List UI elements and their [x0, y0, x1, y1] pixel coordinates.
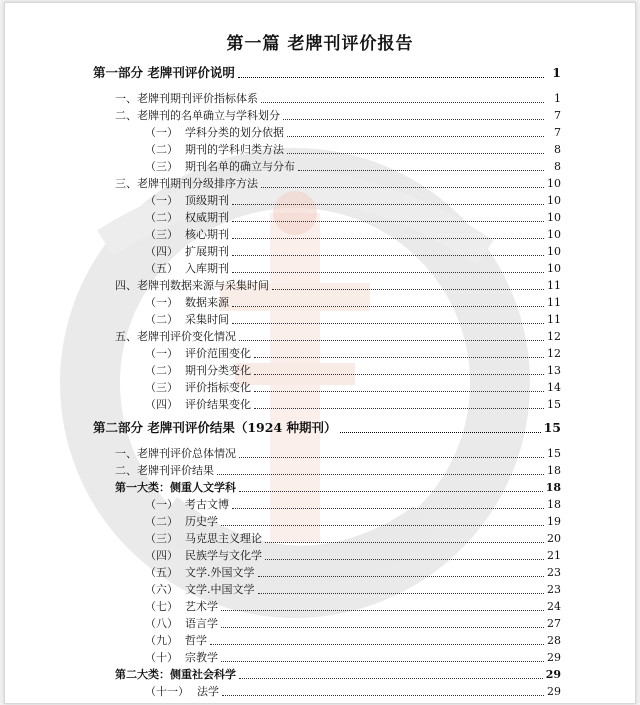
toc-text: 宗教学 [185, 651, 218, 664]
toc-text: 期刊名单的确立与分布 [185, 160, 295, 173]
toc-page-number: 10 [547, 228, 561, 241]
toc-number: （五） [145, 262, 178, 275]
toc-text: 语言学 [185, 617, 218, 630]
toc-number: （七） [145, 600, 178, 613]
toc-entry[interactable] [145, 362, 561, 379]
toc-page-number: 8 [554, 160, 561, 173]
toc-number: （二） [145, 364, 178, 377]
toc-entry[interactable] [145, 632, 561, 649]
toc-page-number: 11 [547, 279, 561, 292]
toc-number: （二） [145, 143, 178, 156]
toc-leader [254, 407, 544, 409]
toc-page-number: 15 [547, 398, 561, 411]
toc-text: 艺术学 [185, 600, 218, 613]
toc-leader [287, 135, 544, 137]
toc-page-number: 24 [547, 600, 561, 613]
toc-page-number: 23 [547, 566, 561, 579]
toc-page-number: 14 [547, 381, 561, 394]
toc-page-number: 18 [547, 464, 561, 477]
toc-text: 权威期刊 [185, 211, 229, 224]
toc-page-number: 7 [554, 109, 561, 122]
toc-page-number: 7 [554, 126, 561, 139]
toc-number: （三） [145, 228, 178, 241]
toc-leader [239, 490, 543, 492]
toc-entry[interactable] [145, 547, 561, 564]
toc-text: 评价指标变化 [185, 381, 251, 394]
toc-entry[interactable] [145, 396, 561, 413]
toc-entry[interactable] [145, 496, 561, 513]
toc-entry[interactable] [145, 294, 561, 311]
toc-number: （一） [145, 194, 178, 207]
toc-leader [232, 220, 544, 222]
toc-text: 扩展期刊 [185, 245, 229, 258]
toc-text: 三、老牌刊期刊分级排序方法 [115, 177, 258, 190]
toc-page-number: 8 [554, 143, 561, 156]
toc-number: （六） [145, 583, 178, 596]
toc-leader [340, 431, 541, 433]
toc-leader [232, 254, 544, 256]
toc-category[interactable] [115, 479, 561, 496]
toc-page-number: 15 [543, 420, 561, 435]
toc-entry[interactable] [145, 226, 561, 243]
toc-page-number: 1 [554, 92, 561, 105]
toc-number: （二） [145, 313, 178, 326]
toc-entry[interactable] [145, 158, 561, 175]
toc-entry[interactable] [115, 107, 561, 124]
toc-leader [232, 507, 544, 509]
toc-text: 一、老牌刊评价总体情况 [115, 447, 236, 460]
toc-number: （一） [145, 498, 178, 511]
toc-number: （一） [145, 126, 178, 139]
toc-leader [222, 694, 544, 696]
toc-entry[interactable] [145, 649, 561, 666]
toc-leader [238, 76, 544, 78]
toc-entry[interactable] [115, 90, 561, 107]
toc-text: 顶级期刊 [185, 194, 229, 207]
toc-number: （三） [145, 160, 178, 173]
toc-text: 评价结果变化 [185, 398, 251, 411]
toc-text: 核心期刊 [185, 228, 229, 241]
toc-text: 马克思主义理论 [185, 532, 262, 545]
toc-number: （八） [145, 617, 178, 630]
toc-leader [221, 660, 544, 662]
toc-number: （一） [145, 296, 178, 309]
document-page [4, 2, 636, 704]
toc-entry[interactable] [145, 379, 561, 396]
toc-text: 民族学与文化学 [185, 549, 262, 562]
toc-text: 哲学 [185, 634, 207, 647]
toc-leader [232, 271, 544, 273]
toc-entry[interactable] [115, 328, 561, 345]
toc-number: （二） [145, 211, 178, 224]
toc-page-number: 12 [547, 330, 561, 343]
toc-leader [232, 203, 544, 205]
toc-leader [265, 541, 544, 543]
toc-text: 第一部分 老牌刊评价说明 [93, 65, 235, 80]
toc-text: 期刊的学科归类方法 [185, 143, 284, 156]
toc-text: 二、老牌刊的名单确立与学科划分 [115, 109, 280, 122]
toc-leader [221, 524, 544, 526]
toc-text: 考古文博 [185, 498, 229, 511]
toc-page-number: 11 [547, 313, 561, 326]
toc-text: 数据来源 [185, 296, 229, 309]
toc-page-number: 1 [552, 65, 561, 80]
toc-page-number: 18 [545, 481, 561, 494]
toc-page-number: 21 [547, 549, 561, 562]
toc-text: 第一大类：侧重人文学科 [115, 481, 236, 494]
toc-number: （三） [145, 532, 178, 545]
toc-leader [239, 456, 544, 458]
toc-page-number: 29 [545, 668, 561, 681]
toc-page-number: 23 [547, 583, 561, 596]
toc-number: （一） [145, 347, 178, 360]
toc-text: 四、老牌刊数据来源与采集时间 [115, 279, 269, 292]
toc-leader [232, 305, 544, 307]
toc-number: （四） [145, 398, 178, 411]
toc-entry[interactable] [145, 581, 561, 598]
toc-text: 期刊分类变化 [185, 364, 251, 377]
toc-page-number: 29 [547, 651, 561, 664]
toc-page-number: 11 [547, 296, 561, 309]
toc-entry[interactable] [145, 615, 561, 632]
toc-number: （九） [145, 634, 178, 647]
toc-leader [258, 592, 545, 594]
toc-page-number: 10 [547, 194, 561, 207]
toc-number: （五） [145, 566, 178, 579]
toc-part-2[interactable] [93, 418, 561, 438]
toc-entry[interactable] [145, 345, 561, 362]
toc-leader [239, 677, 543, 679]
toc-text: 五、老牌刊评价变化情况 [115, 330, 236, 343]
toc-entry[interactable] [115, 277, 561, 294]
toc-leader [261, 101, 544, 103]
toc-leader [287, 152, 544, 154]
toc-text: 学科分类的划分依据 [185, 126, 284, 139]
toc-leader [261, 186, 544, 188]
toc-entry[interactable] [145, 530, 561, 547]
toc-entry[interactable] [115, 175, 561, 192]
toc-text: 文学.中国文学 [185, 583, 255, 596]
toc-entry[interactable] [145, 513, 561, 530]
toc-text: 二、老牌刊评价结果 [115, 464, 214, 477]
toc-page-number: 18 [547, 498, 561, 511]
toc-number: （二） [145, 515, 178, 528]
toc-number: （三） [145, 381, 178, 394]
toc-entry[interactable] [145, 141, 561, 158]
toc-category[interactable] [115, 666, 561, 683]
toc-leader [232, 237, 544, 239]
toc-leader [265, 558, 544, 560]
toc-leader [272, 288, 544, 290]
toc-number: （四） [145, 245, 178, 258]
toc-number: （十一） [145, 685, 189, 698]
document-title: 第一篇 老牌刊评价报告 [226, 34, 414, 54]
toc-leader [254, 373, 544, 375]
toc-leader [239, 339, 544, 341]
toc-entry[interactable] [115, 462, 561, 479]
toc-leader [283, 118, 544, 120]
toc-text: 入库期刊 [185, 262, 229, 275]
toc-leader [254, 390, 544, 392]
toc-entry[interactable] [145, 683, 561, 700]
toc-page-number: 13 [547, 364, 561, 377]
toc-page-number: 10 [547, 262, 561, 275]
toc-page-number: 27 [547, 617, 561, 630]
toc-entry[interactable] [115, 445, 561, 462]
toc-page-number: 29 [547, 685, 561, 698]
toc-leader [221, 609, 544, 611]
toc-text: 历史学 [185, 515, 218, 528]
toc-leader [232, 322, 544, 324]
toc-text: 采集时间 [185, 313, 229, 326]
toc-text: 法学 [197, 685, 219, 698]
toc-entry[interactable] [145, 311, 561, 328]
toc-leader [217, 473, 544, 475]
toc-entry[interactable] [145, 209, 561, 226]
toc-entry[interactable] [145, 243, 561, 260]
toc-page-number: 10 [547, 211, 561, 224]
toc-leader [258, 575, 545, 577]
toc-page-number: 12 [547, 347, 561, 360]
toc-text: 文学.外国文学 [185, 566, 255, 579]
toc-text: 第二大类：侧重社会科学 [115, 668, 236, 681]
toc-entry[interactable] [145, 192, 561, 209]
toc-entry[interactable] [145, 260, 561, 277]
toc-page-number: 10 [547, 177, 561, 190]
toc-page-number: 19 [547, 515, 561, 528]
toc-entry[interactable] [145, 124, 561, 141]
toc-number: （四） [145, 549, 178, 562]
toc-entry[interactable] [145, 564, 561, 581]
toc-text: 评价范围变化 [185, 347, 251, 360]
toc-page-number: 28 [547, 634, 561, 647]
toc-page-number: 15 [547, 447, 561, 460]
toc-page-number: 10 [547, 245, 561, 258]
toc-entry[interactable] [145, 598, 561, 615]
toc-text: 第二部分 老牌刊评价结果（1924 种期刊） [93, 420, 337, 435]
toc-number: （十） [145, 651, 178, 664]
toc-leader [254, 356, 544, 358]
toc-part-1[interactable] [93, 63, 561, 83]
toc-leader [298, 169, 544, 171]
toc-page-number: 20 [547, 532, 561, 545]
toc-text: 一、老牌刊期刊评价指标体系 [115, 92, 258, 105]
toc-leader [221, 626, 544, 628]
toc-leader [210, 643, 544, 645]
